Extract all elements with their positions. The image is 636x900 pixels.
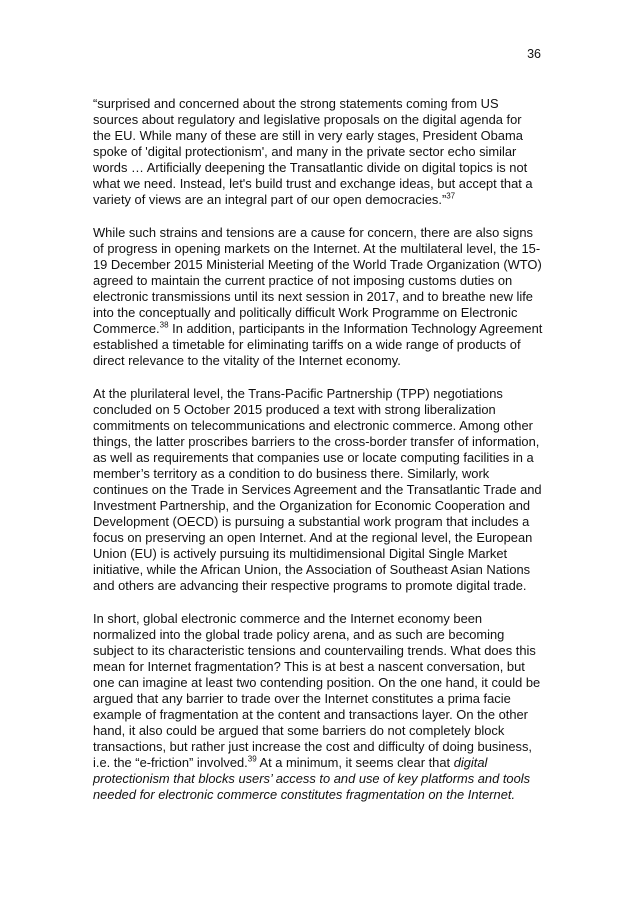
text-segment: At a minimum, it seems clear that [256, 755, 454, 770]
paragraph [93, 225, 543, 369]
emphasized-text: digital protectionism that blocks users’ access to and use of key platforms and tools needed for electronic commerce constitutes fragmentation on the Internet. [93, 755, 531, 802]
text-segment: “surprised and concerned about the strong statements coming from US sources about regulatory and legislative proposals on the digital agenda for the EU. While many of these are still in very early stages, President Obama spoke of 'digital protectionism', and many in the private sector echo similar words … Artificially deepening the Transatlantic divide on digital topics is not what we need. Instead, let's build trust and exchange ideas, but accept that a variety of views are an integral part of our open democracies.” [93, 96, 533, 207]
text-segment: In addition, participants in the Information Technology Agreement established a timetable for eliminating tariffs on a wide range of products of direct relevance to the vitality of the Internet economy. [93, 321, 543, 368]
text-segment: At the plurilateral level, the Trans-Pacific Partnership (TPP) negotiations concluded on 5 October 2015 produced a text with strong liberalization commitments on telecommunications and electronic commerce. Among other things, the latter proscribes barriers to the cross-border transfer of information, as well as requirements that companies use or locate computing facilities in a member’s territory as a condition to do business there. Similarly, work continues on the Trade in Services Agreement and the Transatlantic Trade and Investment Partnership, and the Organization for Economic Cooperation and Development (OECD) is pursuing a substantial work program that includes a focus on preserving an open Internet. And at the regional level, the European Union (EU) is actively pursuing its multidimensional Digital Single Market initiative, while the African Union, the Association of Southeast Asian Nations and others are advancing their respective programs to promote digital trade. [93, 386, 542, 593]
paragraph [93, 386, 543, 594]
paragraph [93, 611, 543, 803]
footnote-ref[interactable]: 38 [159, 320, 169, 330]
page-number: 36 [527, 47, 541, 61]
paragraph [93, 96, 543, 208]
footnote-ref[interactable]: 39 [247, 754, 257, 764]
text-segment: In short, global electronic commerce and the Internet economy been normalized into the global trade policy arena, and as such are becoming subject to its characteristic tensions and countervailing trends. What does this mean for Internet fragmentation? This is at best a nascent conversation, but one can imagine at least two contending position. On the one hand, it could be argued that any barrier to trade over the Internet constitutes a prima facie example of fragmentation at the content and transactions layer. On the other hand, it also could be argued that some barriers do not completely block transactions, but rather just increase the cost and difficulty of doing business, i.e. the “e-friction” involved. [93, 611, 541, 770]
page-body [93, 96, 543, 803]
footnote-ref[interactable]: 37 [446, 191, 456, 201]
text-segment: While such strains and tensions are a cause for concern, there are also signs of progress in opening markets on the Internet. At the multilateral level, the 15-19 December 2015 Ministerial Meeting of the World Trade Organization (WTO) agreed to maintain the current practice of not imposing customs duties on electronic transmissions until its next session in 2017, and to breathe new life into the conceptually and politically difficult Work Programme on Electronic Commerce. [93, 225, 542, 336]
